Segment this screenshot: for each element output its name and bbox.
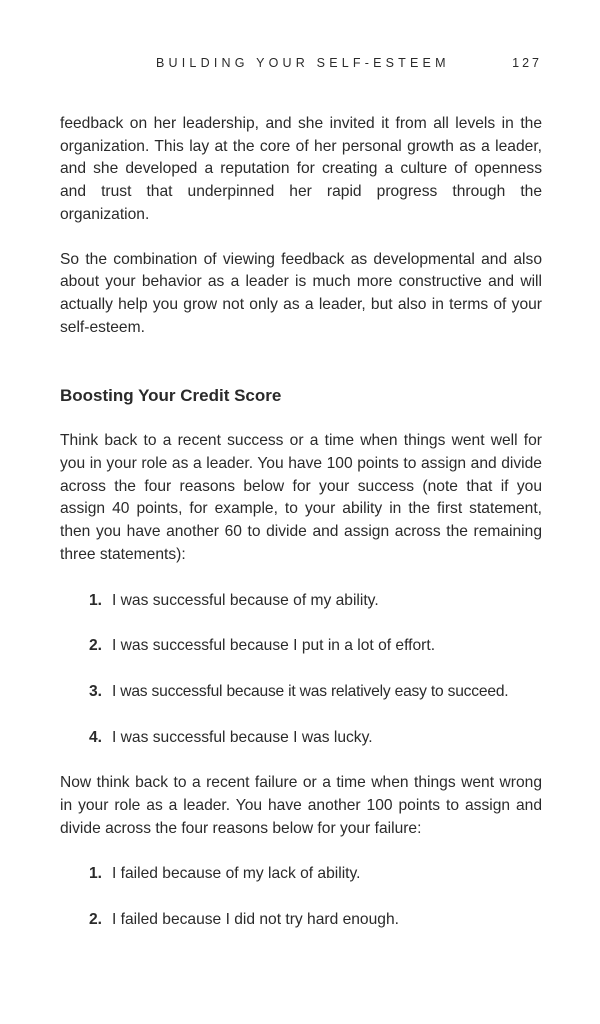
running-head: BUILDING YOUR SELF-ESTEEM <box>156 56 450 70</box>
paragraph-feedback-developmental: So the combination of viewing feedback as developmental and also about your behavior as a leader is much more constructive and will actually help you grow not only as a leader, but also in terms of your self-esteem. <box>60 250 542 336</box>
page-body <box>60 113 542 932</box>
paragraph-feedback-leadership: feedback on her leadership, and she invited it from all levels in the organization. This lay at the core of her personal growth as a leader, and she developed a reputation for creating a culture of openness and trust that underpinned her rapid progress through the organization. <box>60 115 542 223</box>
failure-reasons-list <box>60 863 542 931</box>
list-item: 2. I failed because I did not try hard enough. <box>89 911 399 929</box>
list-item: 1. I was successful because of my ability. <box>89 591 379 609</box>
list-item: 4. I was successful because I was lucky. <box>89 728 373 746</box>
paragraph-failure-instructions: Now think back to a recent failure or a time when things went wrong in your role as a leader. You have another 100 points to assign and divide across the four reasons below for your failure: <box>60 774 542 837</box>
list-item: 3. I was successful because it was relatively easy to succeed. <box>89 682 509 700</box>
paragraph-success-instructions: Think back to a recent success or a time when things went well for you in your role as a leader. You have 100 points to assign and divide across the four reasons below for your success (note that if you assign 40 points, for example, to your ability in the first statement, then you have another 60 to divide and assign across the remaining three statements): <box>60 432 542 563</box>
success-reasons-list <box>60 590 542 750</box>
list-item: 2. I was successful because I put in a lot of effort. <box>89 637 436 655</box>
page-header <box>0 56 600 74</box>
list-item: 1. I failed because of my lack of ability. <box>89 865 361 883</box>
section-heading: Boosting Your Credit Score <box>60 386 282 406</box>
page-number: 127 <box>512 56 542 70</box>
